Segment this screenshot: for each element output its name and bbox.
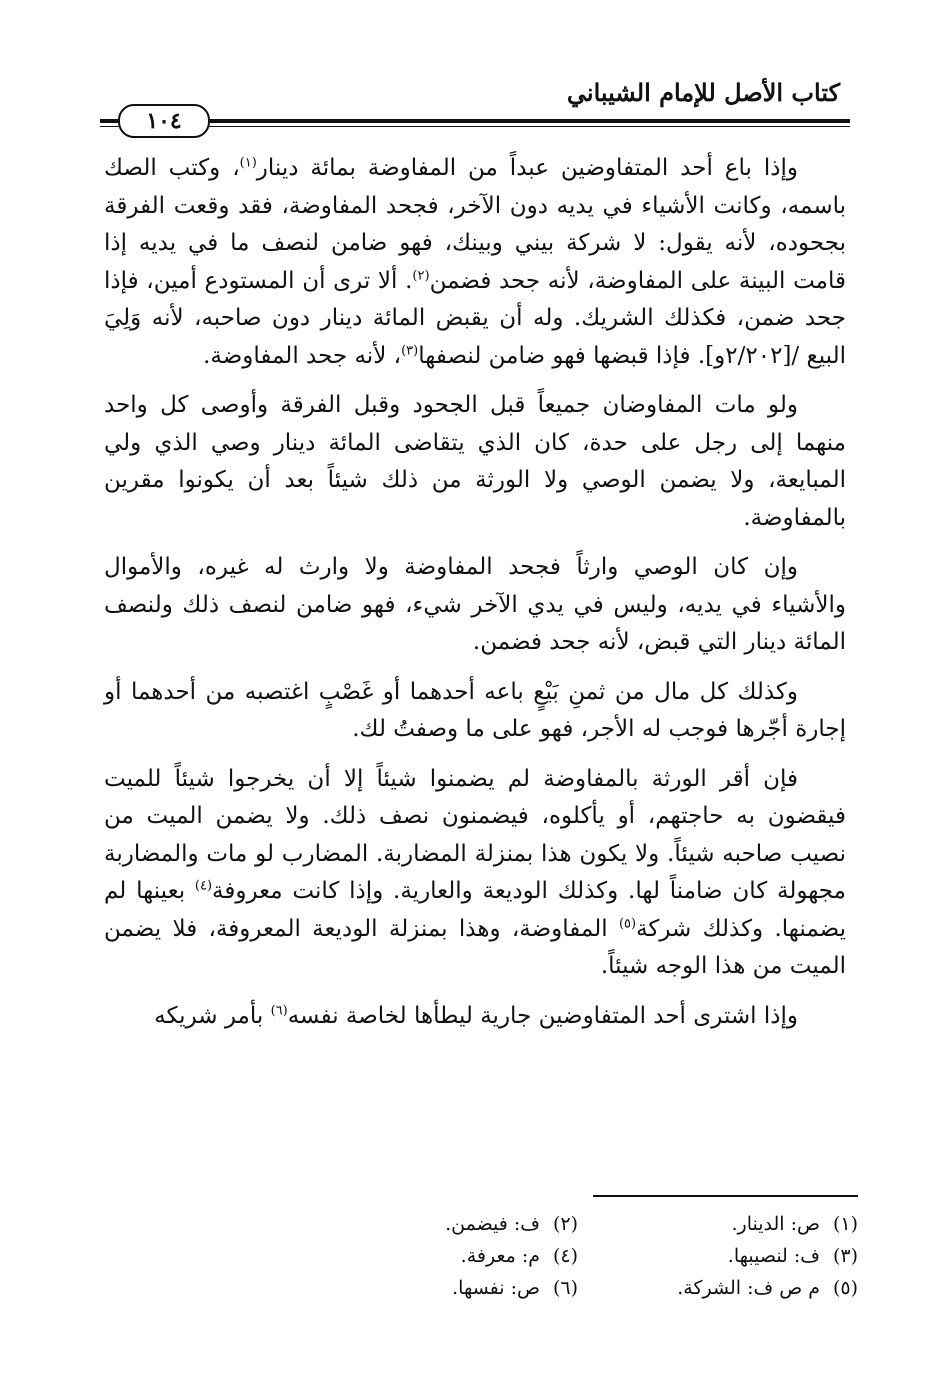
- paragraph-2: ولو مات المفاوضان جميعاً قبل الجحود وقبل الفرقة وأوصى كل واحد منهما إلى رجل على حدة، كان الذي يتقاضى المائة دينار وصي الذي ولي المبايعة، ولا يضمن الوصي ولا الورثة من ذلك شيئاً بعد أن يكونوا مقرين بالمفاوضة.: [104, 392, 846, 531]
- paragraph-1-part-b: ، وكتب الصك باسمه، وكانت الأشياء في يديه دون الآخر، فجحد المفاوضة، فقد وقعت الفرقة بجحوده، لأنه يقول: لا شركة بيني وبينك، فهو ضامن لنصف ما في يديه إذا قامت البينة على المفاوضة، لأنه جحد فضمن: [104, 155, 846, 294]
- footnote-4: [298, 1240, 578, 1272]
- footnote-ref-2: (٢): [412, 267, 430, 283]
- footnote-number: (٥): [832, 1277, 858, 1299]
- paragraph-4: وكذلك كل مال من ثمنِ بَيْعٍ باعه أحدهما أو غَصْبٍ اغتصبه من أحدهما أو إجارة أجّرها فوجب له الأجر، فهو على ما وصفتُ لك.: [104, 678, 846, 742]
- footnote-ref-1: (١): [239, 155, 257, 171]
- book-title: كتاب الأصل للإمام الشيباني: [566, 78, 840, 107]
- paragraph-1-part-a: وإذا باع أحد المتفاوضين عبداً من المفاوضة بمائة دينار: [256, 155, 798, 181]
- paragraph-5: [104, 761, 846, 986]
- paragraph-6: [104, 998, 846, 1036]
- footnote-number: (١): [832, 1213, 858, 1235]
- footnote-ref-3: (٣): [401, 342, 419, 358]
- footnote-ref-5: (٥): [618, 915, 637, 931]
- paragraph-1: [104, 150, 846, 375]
- paragraph-5-part-b: بعينها لم يضمنها. وكذلك شركة: [104, 878, 846, 942]
- footnote-ref-4: (٤): [194, 878, 213, 894]
- footnote-1: [578, 1208, 858, 1240]
- paragraph-5-part-c: المفاوضة، وهذا بمنزلة الوديعة المعروفة، فلا يضمن الميت من هذا الوجه شيئاً.: [104, 915, 846, 979]
- footnote-number: (٣): [832, 1245, 858, 1267]
- footnote-2: [298, 1208, 578, 1240]
- paragraph-3: وإن كان الوصي وارثاً فجحد المفاوضة ولا وارث له غيره، والأموال والأشياء في يديه، وليس في يدي الآخر شيء، فهو ضامن لنصف ذلك ولنصف المائة دينار التي قبض، لأنه جحد فضمن.: [104, 554, 846, 655]
- footnote-text: ف: فيضمن.: [445, 1213, 540, 1235]
- footnote-separator: [593, 1195, 858, 1197]
- footnote-text: ص: الدينار.: [731, 1213, 820, 1235]
- footnote-text: م ص ف: الشركة.: [677, 1277, 820, 1299]
- footnote-number: (٢): [552, 1213, 578, 1235]
- page-header: [100, 70, 850, 134]
- footnote-text: م: معرفة.: [460, 1245, 540, 1267]
- footnotes: [298, 1208, 858, 1304]
- header-rule-thin: [100, 126, 850, 127]
- page-number: ١٠٤: [118, 104, 210, 138]
- main-text: [104, 150, 846, 1047]
- footnote-text: ص: نفسها.: [452, 1277, 540, 1299]
- paragraph-1-part-c: . ألا ترى أن المستودع أمين، فإذا جحد ضمن، فكذلك الشريك. وله أن يقبض المائة دينار دون صاحبه، لأنه وَلِيَ البيع /[٢/٢٠٢و]. فإذا قبضها فهو ضامن لنصفها: [104, 267, 846, 369]
- paragraph-6-part-b: بأمر شريكه: [154, 1002, 271, 1029]
- footnote-ref-6: (٦): [270, 1002, 288, 1018]
- footnote-6: [298, 1272, 578, 1304]
- paragraph-1-part-d: ، لأنه جحد المفاوضة.: [203, 342, 402, 369]
- paragraph-6-part-a: وإذا اشترى أحد المتفاوضين جارية ليطأها لخاصة نفسه: [287, 1002, 798, 1029]
- header-rule-thick: [100, 119, 850, 123]
- footnote-5: [578, 1272, 858, 1304]
- paragraph-5-part-a: فإن أقر الورثة بالمفاوضة لم يضمنوا شيئاً إلا أن يخرجوا شيئاً للميت فيقضون به حاجتهم، أو يأكلوه، فيضمنون نصف ذلك. ولا يضمن الميت من نصيب صاحبه شيئاً. ولا يكون هذا بمنزلة المضاربة. المضارب لو مات والمضاربة مجهولة كان ضامناً لها. وكذلك الوديعة والعارية. وإذا كانت معروفة: [104, 765, 846, 904]
- footnote-number: (٤): [552, 1245, 578, 1267]
- footnote-number: (٦): [552, 1277, 578, 1299]
- footnote-text: ف: لنصيبها.: [727, 1245, 820, 1267]
- footnote-3: [578, 1240, 858, 1272]
